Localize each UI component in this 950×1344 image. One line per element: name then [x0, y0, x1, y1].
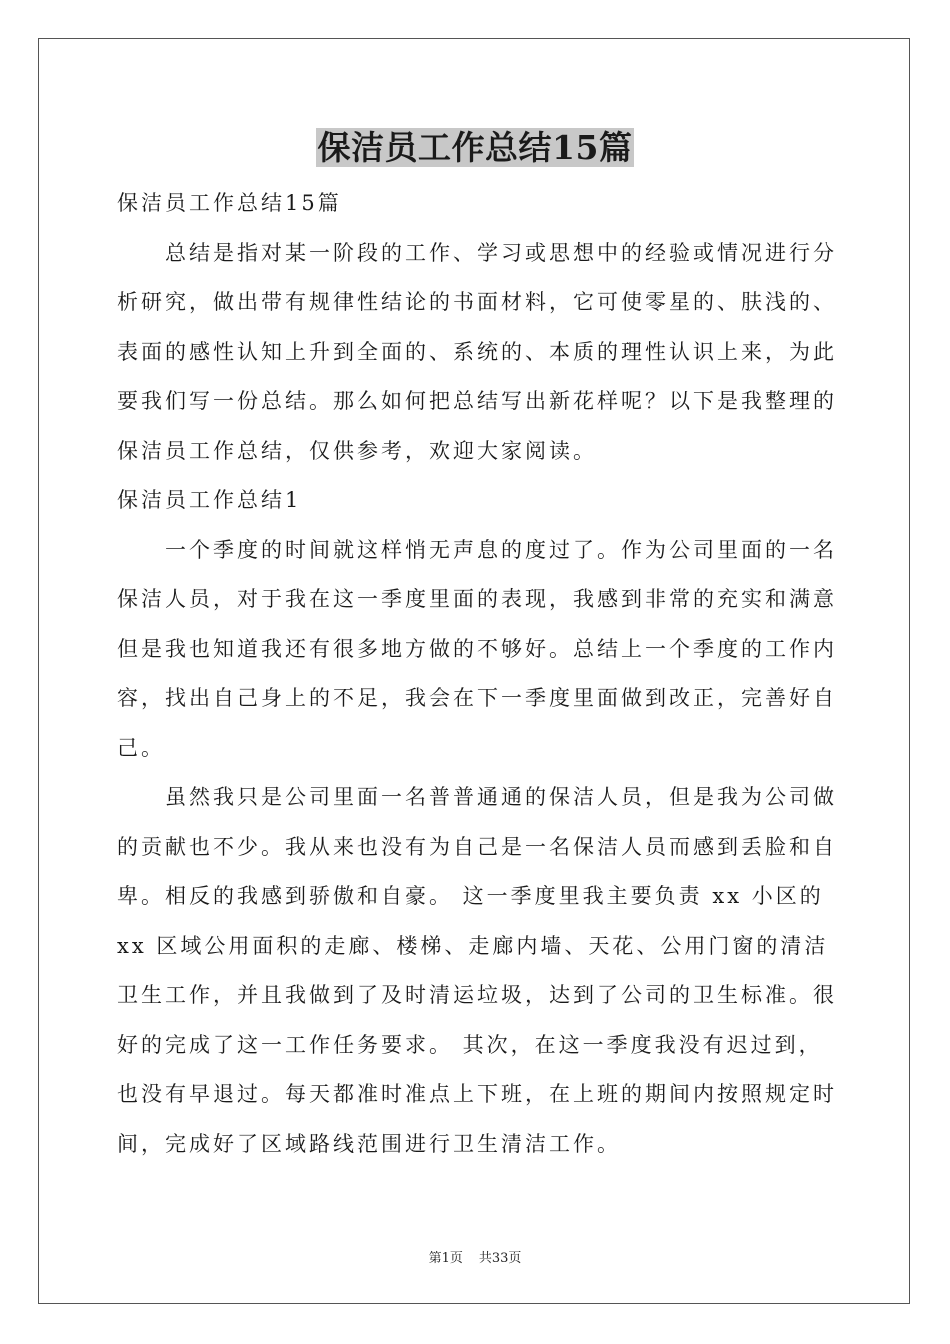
paragraph-line: 的贡献也不少。我从来也没有为自己是一名保洁人员而感到丢脸和自: [117, 834, 837, 859]
paragraph-line: 但是我也知道我还有很多地方做的不够好。总结上一个季度的工作内: [117, 636, 837, 661]
document-title-text: 保洁员工作总结15篇: [317, 128, 633, 167]
document-body: [117, 179, 837, 1169]
paragraph-line: 析研究，做出带有规律性结论的书面材料，它可使零星的、肤浅的、: [117, 290, 837, 314]
paragraph-line: 一个季度的时间就这样悄无声息的度过了。作为公司里面的一名: [165, 537, 837, 562]
page-footer: [0, 1247, 950, 1266]
paragraph-line: 虽然我只是公司里面一名普普通通的保洁人员，但是我为公司做: [165, 785, 837, 809]
paragraph-line: xx 区域公用面积的走廊、楼梯、走廊内墙、天花、公用门窗的清洁: [117, 933, 829, 958]
paragraph-line: 保洁人员，对于我在这一季度里面的表现，我感到非常的充实和满意: [117, 587, 837, 611]
paragraph-line: 容，找出自己身上的不足，我会在下一季度里面做到改正，完善好自: [117, 686, 837, 710]
paragraph-line: 己。: [117, 735, 165, 760]
document-subtitle: 保洁员工作总结15篇: [117, 191, 342, 215]
section-heading: 保洁员工作总结1: [117, 488, 302, 512]
page-number: 第1页: [428, 1251, 463, 1266]
intro-paragraph: [117, 229, 837, 477]
body-paragraph-1: [117, 526, 837, 774]
body-paragraph-2: [117, 773, 837, 1169]
paragraph-line: 卫生工作，并且我做到了及时清运垃圾，达到了公司的卫生标准。很: [117, 983, 837, 1007]
paragraph-line: 表面的感性认知上升到全面的、系统的、本质的理性认识上来，为此: [117, 339, 837, 364]
paragraph-line: 间，完成好了区域路线范围进行卫生清洁工作。: [117, 1131, 621, 1156]
paragraph-line: 总结是指对某一阶段的工作、学习或思想中的经验或情况进行分: [165, 240, 837, 265]
paragraph-line: 也没有早退过。每天都准时准点上下班，在上班的期间内按照规定时: [117, 1082, 837, 1106]
paragraph-line: 保洁员工作总结，仅供参考，欢迎大家阅读。: [117, 438, 597, 463]
paragraph-line: 要我们写一份总结。那么如何把总结写出新花样呢？以下是我整理的: [117, 389, 837, 413]
paragraph-line: 卑。相反的我感到骄傲和自豪。 这一季度里我主要负责 xx 小区的: [117, 884, 824, 908]
document-title: [0, 127, 950, 169]
paragraph-line: 好的完成了这一工作任务要求。 其次，在这一季度我没有迟过到，: [117, 1032, 823, 1057]
page-total: 共33页: [478, 1251, 522, 1266]
